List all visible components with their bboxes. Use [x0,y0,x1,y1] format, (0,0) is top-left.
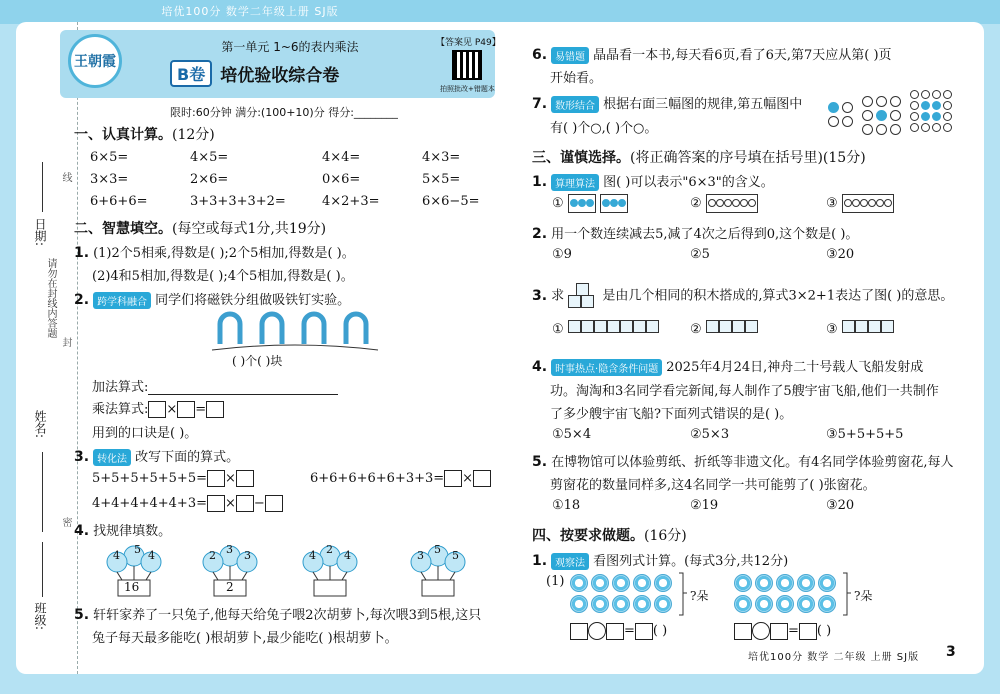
brand-logo: 王朝霞 [68,34,122,88]
choice-option[interactable]: ①18 [552,498,581,513]
calc-item: 6×5= [90,150,129,165]
choice-option[interactable]: ②5×3 [690,427,730,442]
brace-icon [842,572,852,616]
tag-badge: 转化法 [93,449,131,466]
seal-mark-1: 线 [60,172,71,182]
choice-3-4-a: 4. 时事热点·隐含条件问题 2025年4月24日,神舟二十号载人飞船发射成 [532,359,924,375]
exam-meta: 限时:60分钟 满分:(100+10)分 得分:________ [170,106,398,119]
unit-title: 第一单元 1~6的表内乘法 [221,40,359,54]
pattern-dots-2 [862,96,901,135]
magnet-caption: ( )个( )块 [232,354,283,368]
choice-option[interactable]: ③5+5+5+5 [826,427,904,442]
answer-template-2: = ( ) [734,622,831,640]
paper-badge: B卷 [170,60,212,87]
name-line [42,452,43,532]
pattern-dots-1 [828,102,853,127]
choice-3-3-option-1[interactable]: ① [552,320,659,337]
seal-mark-2: 封 [60,337,71,347]
choice-option[interactable]: ③20 [826,247,855,262]
class-line [42,542,43,597]
choice-3-2: 2. 用一个数连续减去5,减了4次之后得到0,这个数是( )。 [532,226,859,242]
section-1-heading: 一、认真计算。(12分) [74,127,215,143]
paper-title-text: 培优验收综合卷 [220,66,340,86]
choice-option[interactable]: ①5×4 [552,427,592,442]
choice-3-4-b: 功。淘淘和3名同学看完新闻,每人制作了5艘宇宙飞船,他们一共制作 [550,384,939,399]
question-2-6-b: 开始看。 [550,71,603,86]
pattern-num: 3 [417,549,424,562]
choice-option[interactable]: ③20 [826,498,855,513]
tag-badge: 数形结合 [551,96,599,113]
question-2-5-b: 兔子每天最多能吃( )根胡萝卜,最少能吃( )根胡萝卜。 [92,631,398,646]
rhyme-line: 用到的口诀是( )。 [92,426,198,441]
page-footer: 培优100分 数学 二年级 上册 SJ版 [748,652,920,663]
question-2-1-a: 1. (1)2个5相乘,得数是( );2个5相加,得数是( )。 [74,245,355,261]
choice-3-3-option-3[interactable]: ③ [826,320,894,337]
choice-3-5-b: 剪窗花的数量同样多,这4名同学一共可能剪了( )张窗花。 [550,478,876,493]
question-2-3: 3. 转化法 改写下面的算式。 [74,449,240,465]
paper-title [170,60,339,87]
unknown-flowers: ?朵 [690,589,709,603]
rewrite-a: 5+5+5+5+5+5= × [92,470,254,487]
choice-3-3: 3. 求 是由几个相同的积木搭成的,算式3×2+1表达了图( )的意思。 [532,283,953,309]
question-2-2: 2. 跨学科融合 同学们将磁铁分组做吸铁钉实验。 [74,292,351,308]
tag-badge: 跨学科融合 [93,292,151,309]
task-4-1-label: (1) [546,574,565,589]
qr-code-icon[interactable] [452,50,482,80]
pattern-dots-3 [910,90,952,132]
addition-formula-label: 加法算式: [92,376,338,395]
section-2-heading: 二、智慧填空。(每空或每式1分,共19分) [74,221,327,237]
pattern-result: 16 [124,580,140,594]
calc-item: 6+6+6= [90,194,148,209]
choice-3-1-option-1[interactable]: ① [552,194,628,213]
calc-item: 3+3+3+3+2= [190,194,286,209]
pattern-num: 3 [226,543,233,556]
pattern-num: 5 [434,543,441,556]
pattern-num: 4 [113,549,120,562]
name-label: 姓名: [33,410,47,439]
magnet-illustration [210,306,380,352]
pattern-num: 4 [344,549,351,562]
multiplication-formula: 乘法算式: × = [92,398,224,418]
tag-badge: 时事热点·隐含条件问题 [551,359,662,376]
top-band [0,0,1000,24]
tag-badge: 观察法 [551,553,589,570]
flower-group-2 [734,574,836,613]
date-label: 日期: [33,218,47,247]
calc-item: 4×4= [322,150,361,165]
class-label: 班级: [33,602,47,631]
date-line [42,162,43,212]
pattern-num: 4 [148,549,155,562]
calc-item: 4×3= [422,150,461,165]
pattern-num: 3 [244,549,251,562]
binding-notice: 请勿在封线内答题 [45,258,56,338]
question-2-5-a: 5. 轩轩家养了一只兔子,他每天给兔子喂2次胡萝卜,每次喂3到5根,这只 [74,607,482,623]
choice-3-1-option-2[interactable]: ② [690,194,758,213]
choice-3-4-c: 了多少艘宇宙飞船?下面列式错误的是( )。 [550,407,793,422]
flower-group-1 [570,574,672,613]
section-4-heading: 四、按要求做题。(16分) [532,528,687,544]
choice-3-5-a: 5. 在博物馆可以体验剪纸、折纸等非遗文化。有4名同学体验剪窗花,每人 [532,454,954,470]
calc-item: 0×6= [322,172,361,187]
section-3-heading: 三、谨慎选择。(将正确答案的序号填在括号里)(15分) [532,150,866,166]
calc-item: 5×5= [422,172,461,187]
pattern-num: 5 [134,543,141,556]
choice-option[interactable]: ②19 [690,498,719,513]
tag-badge: 算理算法 [551,174,599,191]
choice-3-1-option-3[interactable]: ③ [826,194,894,213]
calc-item: 6×6−5= [422,194,480,209]
page-number: 3 [946,644,956,660]
pattern-num: 2 [209,549,216,562]
question-2-6-a: 6. 易错题 晶晶看一本书,每天看6页,看了6天,第7天应从第( )页 [532,47,892,63]
pattern-num: 4 [309,549,316,562]
series-title: 培优100分 数学二年级上册 SJ版 [161,5,339,18]
task-4-1: 1. 观察法 看图列式计算。(每式3分,共12分) [532,553,789,569]
unknown-flowers: ?朵 [854,589,873,603]
question-2-7-a: 7. 数形结合 根据右面三幅图的规律,第五幅图中 [532,96,803,112]
answer-ref: 【答案见 P49】 [436,38,501,48]
tag-badge: 易错题 [551,47,589,64]
seal-mark-3: 密 [60,517,71,527]
question-2-7-b: 有( )个○,( )个○。 [550,121,658,136]
qr-caption: 拍照批改+错题本 [440,85,495,93]
choice-option[interactable]: ①9 [552,247,572,262]
choice-option[interactable]: ②5 [690,247,710,262]
binding-margin [16,22,78,674]
pattern-num: 5 [452,549,459,562]
brace-icon [678,572,688,616]
choice-3-1: 1. 算理算法 图( )可以表示"6×3"的含义。 [532,174,774,190]
pattern-num: 2 [326,543,333,556]
pattern-result: 2 [226,580,234,594]
calc-item: 2×6= [190,172,229,187]
calc-item: 4×2+3= [322,194,380,209]
question-2-4: 4. 找规律填数。 [74,523,172,539]
rewrite-b: 6+6+6+6+6+3+3= × [310,470,491,487]
question-2-1-b: (2)4和5相加,得数是( );4个5相加,得数是( )。 [92,269,354,284]
calc-item: 4×5= [190,150,229,165]
answer-template-1: = ( ) [570,622,667,640]
calc-item: 3×3= [90,172,129,187]
choice-3-3-option-2[interactable]: ② [690,320,758,337]
rewrite-c: 4+4+4+4+4+3= × − [92,495,283,512]
